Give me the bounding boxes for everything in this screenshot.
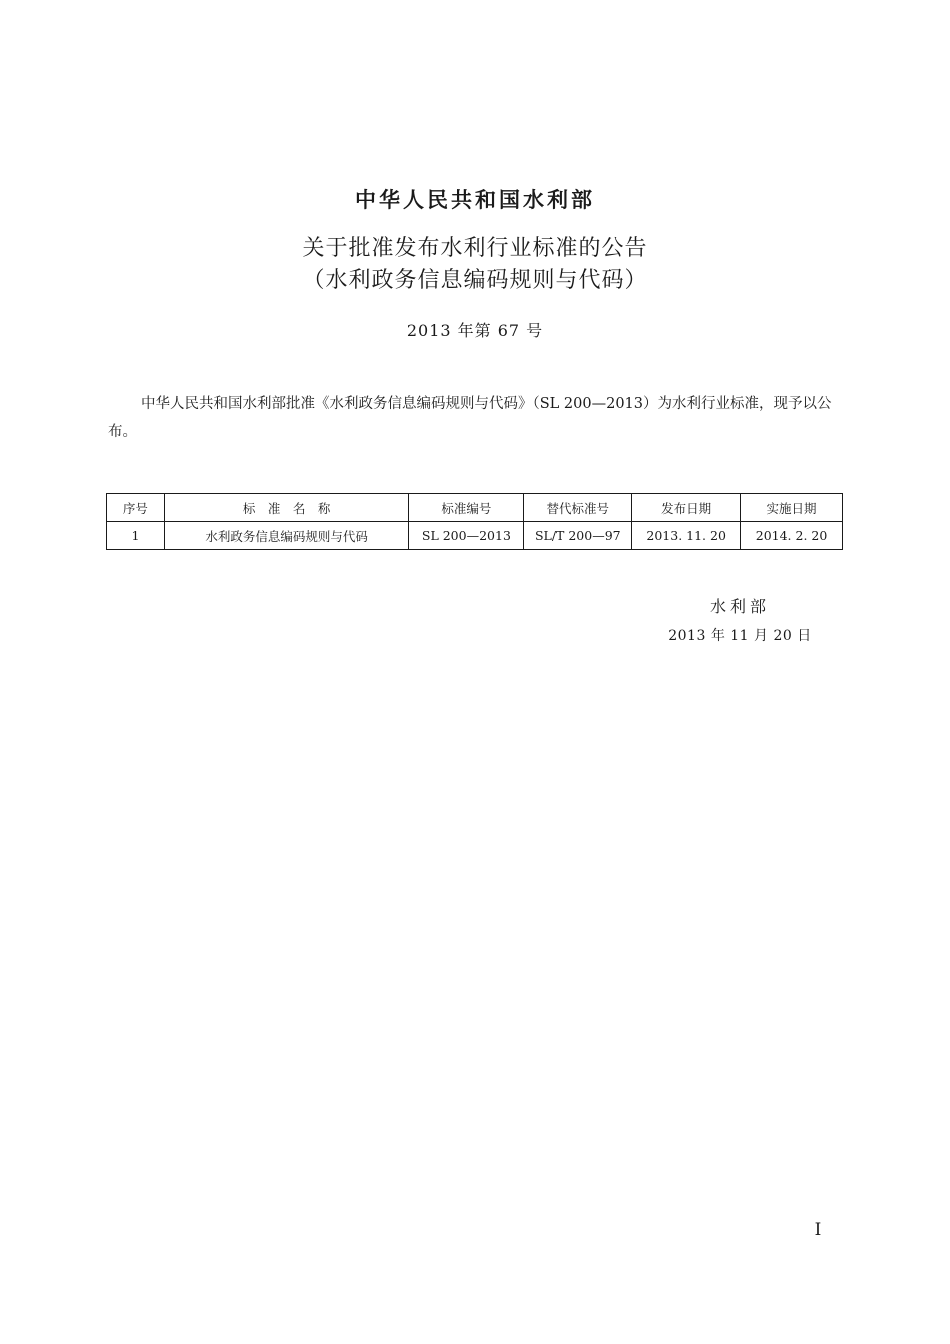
page-number: I xyxy=(814,1220,822,1240)
cell-issue-date: 2013. 11. 20 xyxy=(632,522,741,550)
table-header-row xyxy=(107,494,843,522)
body-paragraph: 中华人民共和国水利部批准《水利政务信息编码规则与代码》（SL 200—2013）为水利行业标准，现予以公布。 xyxy=(108,396,832,440)
header-seq: 序号 xyxy=(107,494,165,522)
cell-seq: 1 xyxy=(107,522,165,550)
table-row xyxy=(107,522,843,550)
signature-org: 水利部 xyxy=(709,597,770,616)
title-line-1: 关于批准发布水利行业标准的公告 xyxy=(302,236,648,261)
standards-table xyxy=(106,493,843,550)
header-issue-date: 发布日期 xyxy=(632,494,741,522)
header-effective-date: 实施日期 xyxy=(741,494,843,522)
cell-replaced-code: SL/T 200—97 xyxy=(524,522,632,550)
cell-standard-code: SL 200—2013 xyxy=(409,522,524,550)
header-standard-name: 标 准 名 称 xyxy=(164,494,409,522)
header-standard-code: 标准编号 xyxy=(409,494,524,522)
cell-effective-date: 2014. 2. 20 xyxy=(741,522,843,550)
announcement-title xyxy=(0,233,950,297)
document-number: 2013 年第 67 号 xyxy=(406,321,544,340)
cell-standard-name: 水利政务信息编码规则与代码 xyxy=(164,522,409,550)
header-replaced-code: 替代标准号 xyxy=(524,494,632,522)
title-line-2: （水利政务信息编码规则与代码） xyxy=(302,268,648,293)
signature-date: 2013 年 11 月 20 日 xyxy=(668,628,812,644)
issuer-name: 中华人民共和国水利部 xyxy=(355,188,595,212)
